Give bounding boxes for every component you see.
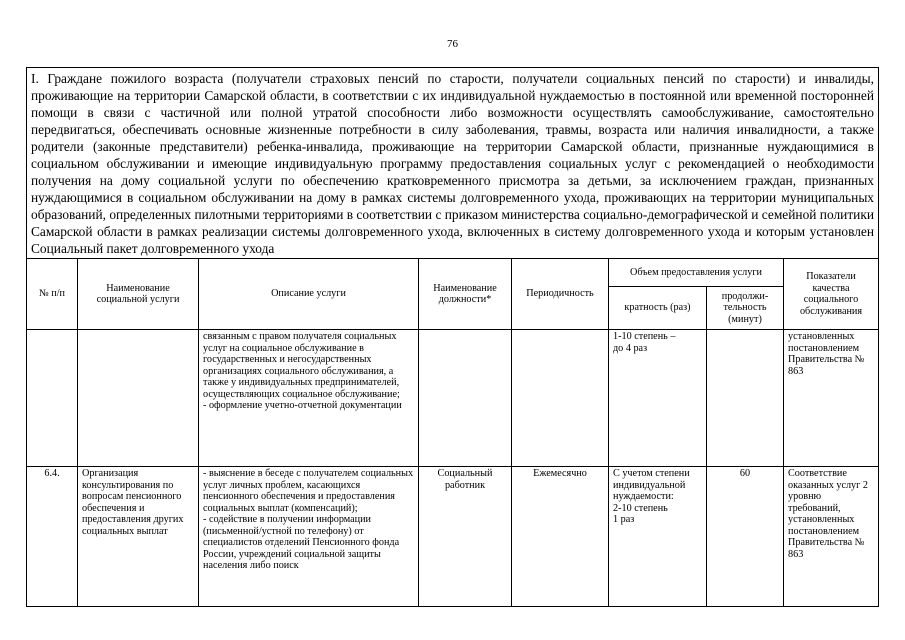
row-periodicity: Ежемесячно [512,467,609,607]
section-heading: I. Граждане пожилого возраста (получатели страховых пенсий по старости, получатели социальных пенсий по старости) и инвалиды, проживающие на территории Самарской области, в соответствии с их индивидуальной нуждаемостью в постоянной или временной посторонней помощи в связи с частичной или полной утратой способности либо возможности осуществлять самообслуживание, самостоятельно передвигаться, обеспечивать основные жизненные потребности в силу заболевания, травмы, возраста или наличия инвалидности, а также родители (законные представители) ребенка-инвалида, проживающие на территории Самарской области, признанные нуждающимися в социальном обслуживании и имеющие индивидуальную программу предоставления социальных услуг с рекомендацией о необходимости получения на дому социальной услуги по обеспечению кратковременного присмотра за детьми, за исключением граждан, признанных нуждающимися в социальном обслуживании на дому в рамках системы долговременного ухода, проживающих на территории муниципальных образований, определенных пилотными территориями в соответствии с приказом министерства социально-демографической и семейной политики Самарской области в рамках реализации системы долговременного ухода, включенных в систему долговременного ухода и которым установлен Социальный пакет долговременного ухода [27,68,879,259]
row-num: 6.4. [27,467,78,607]
header-duration: продолжи- тельность (минут) [707,287,784,330]
row-quality: Соответствие оказанных услуг 2 уровню требований, установленных постановлением Правительства № 863 [784,467,879,607]
header-multiplicity: кратность (раз) [609,287,707,330]
row-num [27,330,78,467]
services-table [26,67,879,607]
row-periodicity [512,330,609,467]
row-name: Организация консультирования по вопросам пенсионного обеспечения и предоставления других социальных выплат [78,467,199,607]
row-quality: установленных постановлением Правительства № 863 [784,330,879,467]
row-duration: 60 [707,467,784,607]
page-number: 76 [447,38,458,50]
header-name: Наименование социальной услуги [78,259,199,330]
row-multiplicity: С учетом степени индивидуальной нуждаемости: 2-10 степень 1 раз [609,467,707,607]
header-description: Описание услуги [199,259,419,330]
header-num: № п/п [27,259,78,330]
row-description: связанным с правом получателя социальных услуг на социальное обслуживание в государственных и негосударственных организациях социального обслуживания, а также у индивидуальных предпринимателей, осуществляющих социальное обслуживание; - оформление учетно-отчетной документации [199,330,419,467]
row-duration [707,330,784,467]
header-periodicity: Периодичность [512,259,609,330]
row-multiplicity: 1-10 степень – до 4 раз [609,330,707,467]
row-position: Социальный работник [419,467,512,607]
row-description: - выяснение в беседе с получателем социальных услуг личных проблем, касающихся пенсионного обеспечения и предоставления социальных выплат (компенсаций); - содействие в получении информации (письменной/устной по телефону) от специалистов отделений Пенсионного фонда России, учреждений социальной защиты населения либо поиск [199,467,419,607]
header-volume: Объем предоставления услуги [609,259,784,287]
header-row [27,259,879,287]
row-name [78,330,199,467]
row-position [419,330,512,467]
header-quality: Показатели качества социального обслуживания [784,259,879,330]
table-row [27,330,879,467]
header-position: Наименование должности* [419,259,512,330]
table-row [27,467,879,607]
section-heading-row [27,68,879,259]
